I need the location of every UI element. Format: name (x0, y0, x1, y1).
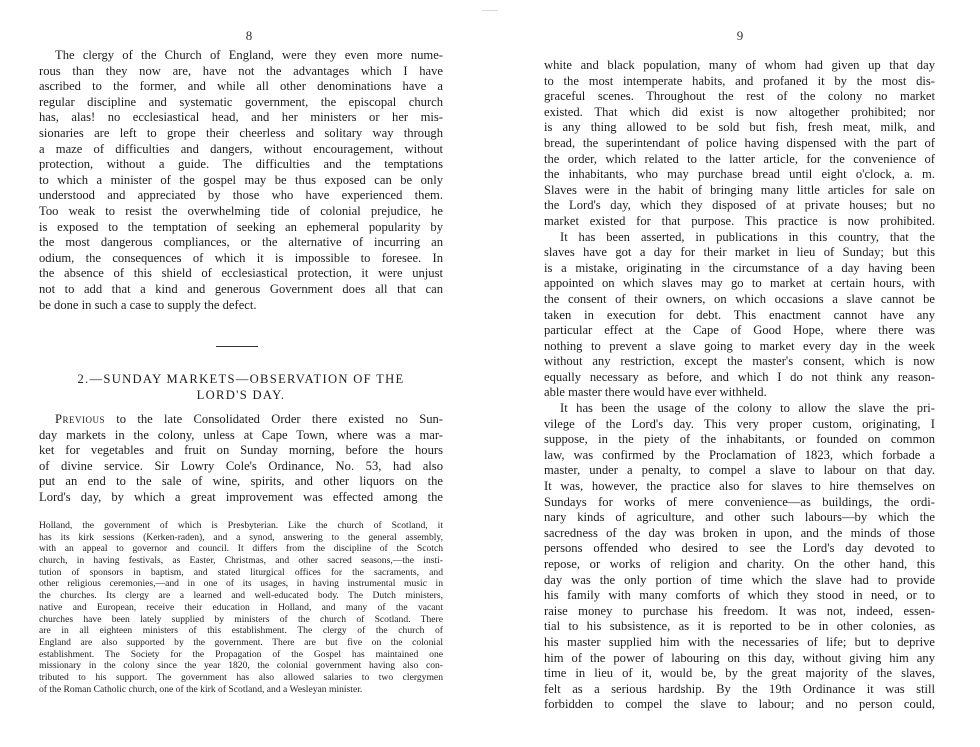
page-number: 9 (736, 28, 744, 43)
text-line: the order, which related to the latter article, for the convenience of (544, 151, 935, 166)
text-line: market existed for that purpose. This practice is now prohibited. (544, 213, 935, 228)
text-line: law, was confirmed by the Proclamation of 1823, which forbade a (544, 447, 935, 462)
text-line: raise money to purchase his freedom. It was not, indeed, essen- (544, 603, 935, 618)
text-line: the inhabitants, who may purchase bread until eight o'clock, a. m. (544, 167, 935, 182)
text-line: bread, the superintendant of police having dispensed with the part of (544, 135, 935, 150)
text-line: him of the power of labouring on this day, without giving him any (544, 650, 935, 665)
text-line: The clergy of the Church of England, were they even more nume- (55, 48, 443, 62)
text-line: not to add that a kind and generous Government does all that can (39, 281, 443, 296)
footnote-line: are in all eighteen ministers of this establishment. The clergy of the church of (39, 625, 443, 637)
footnote-line: native and European, receive their education in Holland, and many of the vacant (39, 601, 443, 613)
text-line: without any restriction, except the master's consent, which is now (544, 354, 935, 369)
footnote-line: of the Roman Catholic church, one of the kirk of Scotland, and a Wesleyan minister. (39, 683, 363, 695)
text-line: forbidden to compel the slave to labour; and no person could, (544, 697, 935, 712)
text-line: understood and appreciated by those who have experienced them. (39, 188, 443, 203)
text-line (39, 412, 443, 428)
text-line: is any thing allowed to be sold but fish, fresh meat, milk, and (544, 120, 935, 135)
body-text (544, 58, 935, 713)
text-line: persons offended who desired to see the Lord's day devoted to (544, 541, 935, 556)
text-line: nothing to prevent a slave going to market every day in the week (544, 338, 935, 353)
text-line: sacredness of the day was broken in upon, and the minds of those (544, 525, 935, 540)
text-line: his family with many comforts of which they stood in need, or to (544, 588, 935, 603)
section-heading-line: 2.—SUNDAY MARKETS—OBSERVATION OF THE (77, 372, 405, 386)
footnote-line: tributed to his support. The government has also allowed salaries to two clergymen (39, 671, 443, 683)
text-line: existed. That which did exist is now altogether prohibited; nor (544, 104, 935, 119)
section-heading-line: LORD'S DAY. (196, 387, 286, 402)
text-line: the most dangerous compliances, or the alternative of incurring an (39, 235, 443, 250)
text-line: It has been asserted, in publications in this country, that the (560, 229, 935, 244)
paragraph-clergy (39, 48, 443, 313)
footnote-line: establishment. The Society for the Propagation of the Gospel has maintained one (39, 648, 443, 660)
text-line: rous than they now are, have not the advantages which I have (39, 63, 443, 78)
text-line: is a mistake, originating in the circumstance of a day having been (544, 260, 935, 275)
text-line: ket for vegetables and fruit on Sunday morning, before the hours (39, 443, 443, 458)
text-line: his master supplied him with the necessaries of life; but to deprive (544, 634, 935, 649)
text-line: graceful scenes. Throughout the rest of the colony no market (544, 89, 935, 104)
text-line: taken in execution for debt. This enactment cannot have any (544, 307, 935, 322)
page-number: 8 (245, 28, 253, 43)
text-fragment: to the late Consolidated Order there existed no Sun- (105, 412, 443, 426)
text-line: It was, however, the practice also for slaves to hire themselves on (544, 479, 935, 494)
footnote-line: missionary in the colony since the year 1820, the colonial government having also con- (39, 660, 443, 672)
paragraph-sunday-markets (39, 412, 443, 506)
text-line: the absence of this shield of ecclesiastical protection, it were unjust (39, 266, 443, 281)
text-line: day was the only portion of time which the slave had to provide (544, 572, 935, 587)
text-line: is exposed to the temptation of seeking an ephemeral popularity by (39, 219, 443, 234)
section-heading (39, 372, 443, 403)
text-line: tial to his subsistence, as it is reported to be in other colonies, as (544, 619, 935, 634)
text-line: to which a minister of the gospel may be thus exposed can be only (39, 172, 443, 187)
drop-word: Previous (55, 412, 106, 426)
text-line: nary kinds of agriculture, and other such labours—by which the (544, 510, 935, 525)
text-line: equally necessary as before, and which I do not think any reason- (544, 369, 935, 384)
text-line: put an end to the sale of wine, spirits, and other liquors on the (39, 474, 443, 489)
text-line: particular effect at the Cape of Good Hope, where there was (544, 323, 935, 338)
text-line: vilege of the Lord's day. This very proper custom, originating, I (544, 416, 935, 431)
text-line: day markets in the colony, unless at Cape Town, where was a mar- (39, 427, 443, 442)
text-line: sionaries are left to grope their cheerless and solitary way through (39, 125, 443, 140)
text-line: Lord's day, by which a great improvement was effected among the (39, 489, 443, 504)
text-line: of divine service. Sir Lowry Cole's Ordinance, No. 53, had also (39, 458, 443, 473)
text-line: Too weak to resist the overwhelming tide of colonial prejudice, he (39, 203, 443, 218)
footnote-line: church, in having festivals, as Easter, Christmas, and other sacred seasons,—the insti- (39, 555, 443, 567)
text-line: appointed on which slaves may go to market at certain hours, with (544, 276, 935, 291)
section-divider (216, 346, 258, 347)
text-line: a maze of difficulties and dangers, without encouragement, without (39, 141, 443, 156)
text-line: regular discipline and systematic government, the episcopal church (39, 94, 443, 109)
text-line: has, alas! no ecclesiastical head, and her ministers or her mis- (39, 110, 443, 125)
text-line: slaves have got a day for their market in lieu of Sunday; but this (544, 245, 935, 260)
text-line: repose, or works of religion and charity. On the other hand, this (544, 557, 935, 571)
text-line: the Lord's day, which they disposed of at private houses; but no (544, 198, 935, 213)
text-line: be done in such a case to supply the defect. (39, 297, 257, 312)
text-line: to the most intemperate habits, and profaned it by the most dis- (544, 73, 935, 88)
footnote-line: has its kirk sessions (Kerken-raden), and a synod, answering to the general assembly, (39, 531, 443, 543)
text-line: master, under a penalty, to compel a slave to labour on that day. (544, 463, 935, 478)
footnote-line: Holland, the government of which is Presbyterian. Like the church of Scotland, it (39, 520, 443, 531)
text-line: ascribed to the former, and while all other denominations have a (39, 79, 443, 94)
text-line: It has been the usage of the colony to allow the slave the pri- (560, 401, 935, 416)
text-line: time in lieu of it, would be, by the great majority of the slaves, (544, 666, 935, 681)
footnote-line: England are also supported by the government. There are but five on the colonial (39, 636, 443, 648)
text-line: felt as a serious hardship. By the 19th Ordinance it was still (544, 681, 935, 696)
text-line: odium, the consequences of which it is impossible to foresee. In (39, 250, 443, 265)
text-line: the consent of their owners, on which occasions a slave cannot be (544, 291, 935, 306)
footnote-line: churches have been lately supplied by ministers of the church of Scotland. There (39, 613, 443, 625)
footnote-line: with an appeal to governor and council. It differs from the discipline of the Scotch (39, 543, 443, 555)
text-line: Slaves were in the habit of bringing many little articles for sale on (544, 182, 935, 197)
footnote-line: the churches. Its clergy are a learned and well-educated body. The Dutch ministers, (39, 590, 443, 602)
footnote-line: other religious ceremonies,—and in one of its usages, in having instrumental music in (39, 578, 443, 590)
footnote (39, 520, 443, 695)
text-line: protection, without a guide. The difficulties and the temptations (39, 157, 443, 172)
text-line: Sundays for works of mere convenience—as buildings, the ordi- (544, 494, 935, 509)
footnote-line: tution of sponsors in baptism, and stated liturgical offices for the sacraments, and (39, 566, 443, 578)
text-line: white and black population, many of whom had given up that day (544, 58, 935, 72)
text-line: suppose, in the piety of the inhabitants, or founded on common (544, 432, 935, 447)
right-page (490, 0, 980, 747)
text-line: able master there would have ever withheld. (544, 385, 767, 400)
